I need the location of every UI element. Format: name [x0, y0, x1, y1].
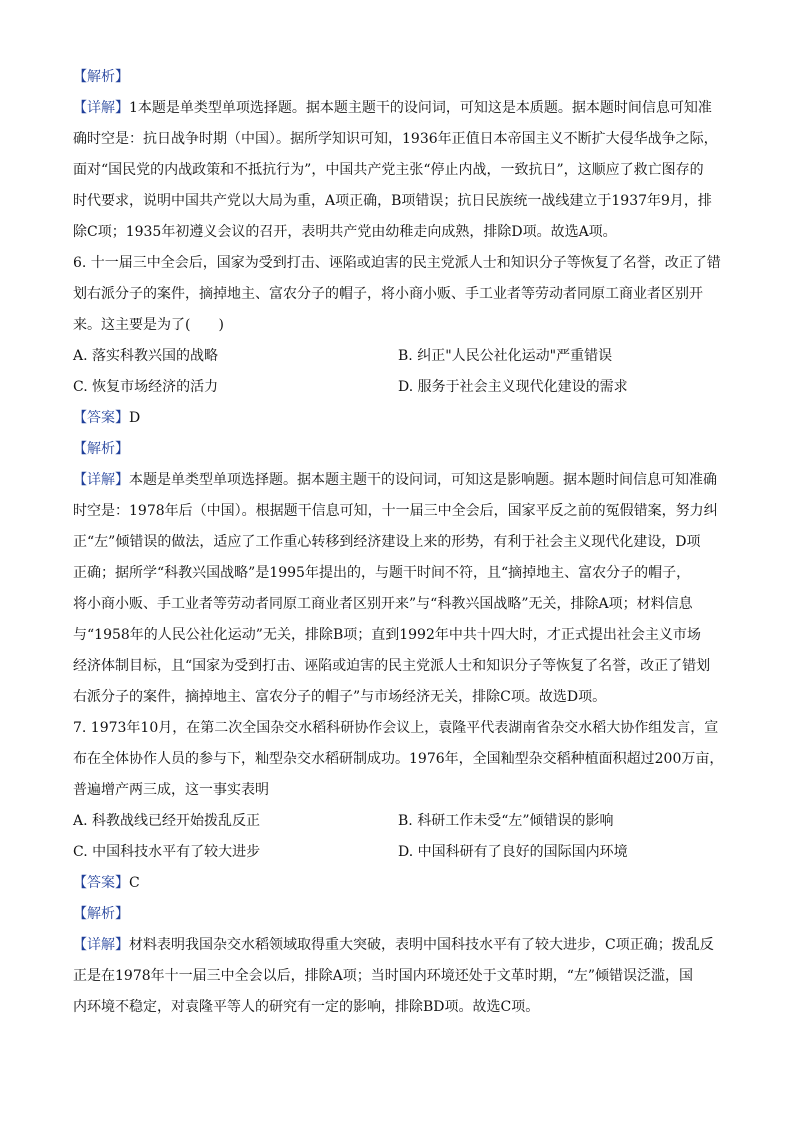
q6-answer-tag: 【答案】 [73, 410, 129, 426]
q7-option-d: D. 中国科研有了良好的国际国内环境 [398, 844, 628, 860]
q6-answer [73, 403, 723, 434]
q6-detail-line-4: 正确；据所学“科教兴国战略”是1995年提出的，与题干时间不符，且“摘掉地主、富农分子的帽子， [73, 565, 691, 581]
q7-options-row-2 [73, 837, 723, 868]
q7-stem-line-1: 7. 1973年10月，在第二次全国杂交水稻科研协作会议上，袁隆平代表湖南省杂交水稻大协作组发言，宣 [73, 720, 719, 736]
q5-analysis-heading: 【解析】 [73, 69, 129, 85]
q5-detail-line-5: 除C项；1935年初遵义会议的召开，表明共产党由幼稚走向成熟，排除D项。故选A项。 [73, 224, 617, 240]
q6-detail-line-7: 经济体制目标，且“国家为受到打击、诬陷或迫害的民主党派人士和知识分子等恢复了名誉，改正了错划 [73, 658, 711, 674]
q6-detail-line-3: 正“左”倾错误的做法，适应了工作重心转移到经济建设上来的形势，有利于社会主义现代化建设，D项 [73, 534, 701, 550]
q7-stem-line-2: 布在全体协作人员的参与下，籼型杂交水稻研制成功。1976年，全国籼型杂交稻种植面积超过200万亩， [73, 751, 724, 767]
q6-stem-line-2: 划右派分子的案件，摘掉地主、富农分子的帽子，将小商小贩、手工业者等劳动者同原工商业者区别开 [73, 286, 703, 302]
q7-analysis-heading: 【解析】 [73, 906, 129, 922]
document-page [73, 62, 723, 1023]
q5-detail-line-3: 面对“国民党的内战政策和不抵抗行为”，中国共产党主张“停止内战，一致抗日”，这顺应了救亡图存的 [73, 162, 704, 178]
q7-answer-value: C [129, 875, 140, 891]
q7-detail-tag: 【详解】 [73, 937, 129, 953]
q6-detail-tag: 【详解】 [73, 472, 129, 488]
q7-options-row-1 [73, 806, 723, 837]
q6-detail-line-2: 时空是：1978年后（中国）。根据题干信息可知，十一届三中全会后，国家平反之前的冤假错案，努力纠 [73, 503, 718, 519]
q6-answer-value: D [129, 410, 141, 426]
q6-detail-line-1: 【详解】本题是单类型单项选择题。据本题主题干的设问词，可知这是影响题。据本题时间信息可知准确 [73, 472, 717, 488]
q7-answer [73, 868, 723, 899]
q6-detail-line-8: 右派分子的案件，摘掉地主、富农分子的帽子”与市场经济无关，排除C项。故选D项。 [73, 689, 607, 705]
q6-option-b: B. 纠正"人民公社化运动"严重错误 [398, 348, 613, 364]
q6-option-a: A. 落实科教兴国的战略 [73, 348, 219, 364]
q6-analysis-heading: 【解析】 [73, 441, 129, 457]
q7-detail-line-2: 正是在1978年十一届三中全会以后，排除A项；当时国内环境还处于文革时期，“左”倾错误泛滥，国 [73, 968, 694, 984]
q7-option-b: B. 科研工作未受“左”倾错误的影响 [398, 813, 614, 829]
q6-detail-line-6: 与“1958年的人民公社化运动”无关，排除B项；直到1992年中共十四大时，才正式提出社会主义市场 [73, 627, 701, 643]
q6-option-c: C. 恢复市场经济的活力 [73, 379, 219, 395]
q7-option-c: C. 中国科技水平有了较大进步 [73, 844, 261, 860]
q7-detail-line-1: 【详解】材料表明我国杂交水稻领域取得重大突破，表明中国科技水平有了较大进步，C项正确；拨乱反 [73, 937, 714, 953]
q6-option-d: D. 服务于社会主义现代化建设的需求 [398, 379, 628, 395]
q7-option-a: A. 科教战线已经开始拨乱反正 [73, 813, 261, 829]
q6-stem-line-3: 来。这主要是为了( ) [73, 317, 224, 333]
q7-detail-line-3: 内环境不稳定，对袁隆平等人的研究有一定的影响，排除BD项。故选C项。 [73, 999, 540, 1015]
q6-options-row-2 [73, 372, 723, 403]
q6-detail-line-5: 将小商小贩、手工业者等劳动者同原工商业者区别开来”与“科教兴国战略”无关，排除A项；材料信息 [73, 596, 693, 612]
q5-detail-line-4: 时代要求，说明中国共产党以大局为重，A项正确，B项错误；抗日民族统一战线建立于1937年9月，排 [73, 193, 712, 209]
q7-stem-line-3: 普遍增产两三成，这一事实表明 [73, 782, 269, 798]
q7-answer-tag: 【答案】 [73, 875, 129, 891]
q5-detail-line-1: 【详解】1本题是单类型单项选择题。据本题主题干的设问词，可知这是本质题。据本题时间信息可知准 [73, 100, 712, 116]
q6-options-row-1 [73, 341, 723, 372]
q5-detail-tag: 【详解】 [73, 100, 129, 116]
q6-stem-line-1: 6. 十一届三中全会后，国家为受到打击、诬陷或迫害的民主党派人士和知识分子等恢复了名誉，改正了错 [73, 255, 721, 271]
q5-detail-line-2: 确时空是：抗日战争时期（中国）。据所学知识可知，1936年正值日本帝国主义不断扩大侵华战争之际， [73, 131, 718, 147]
